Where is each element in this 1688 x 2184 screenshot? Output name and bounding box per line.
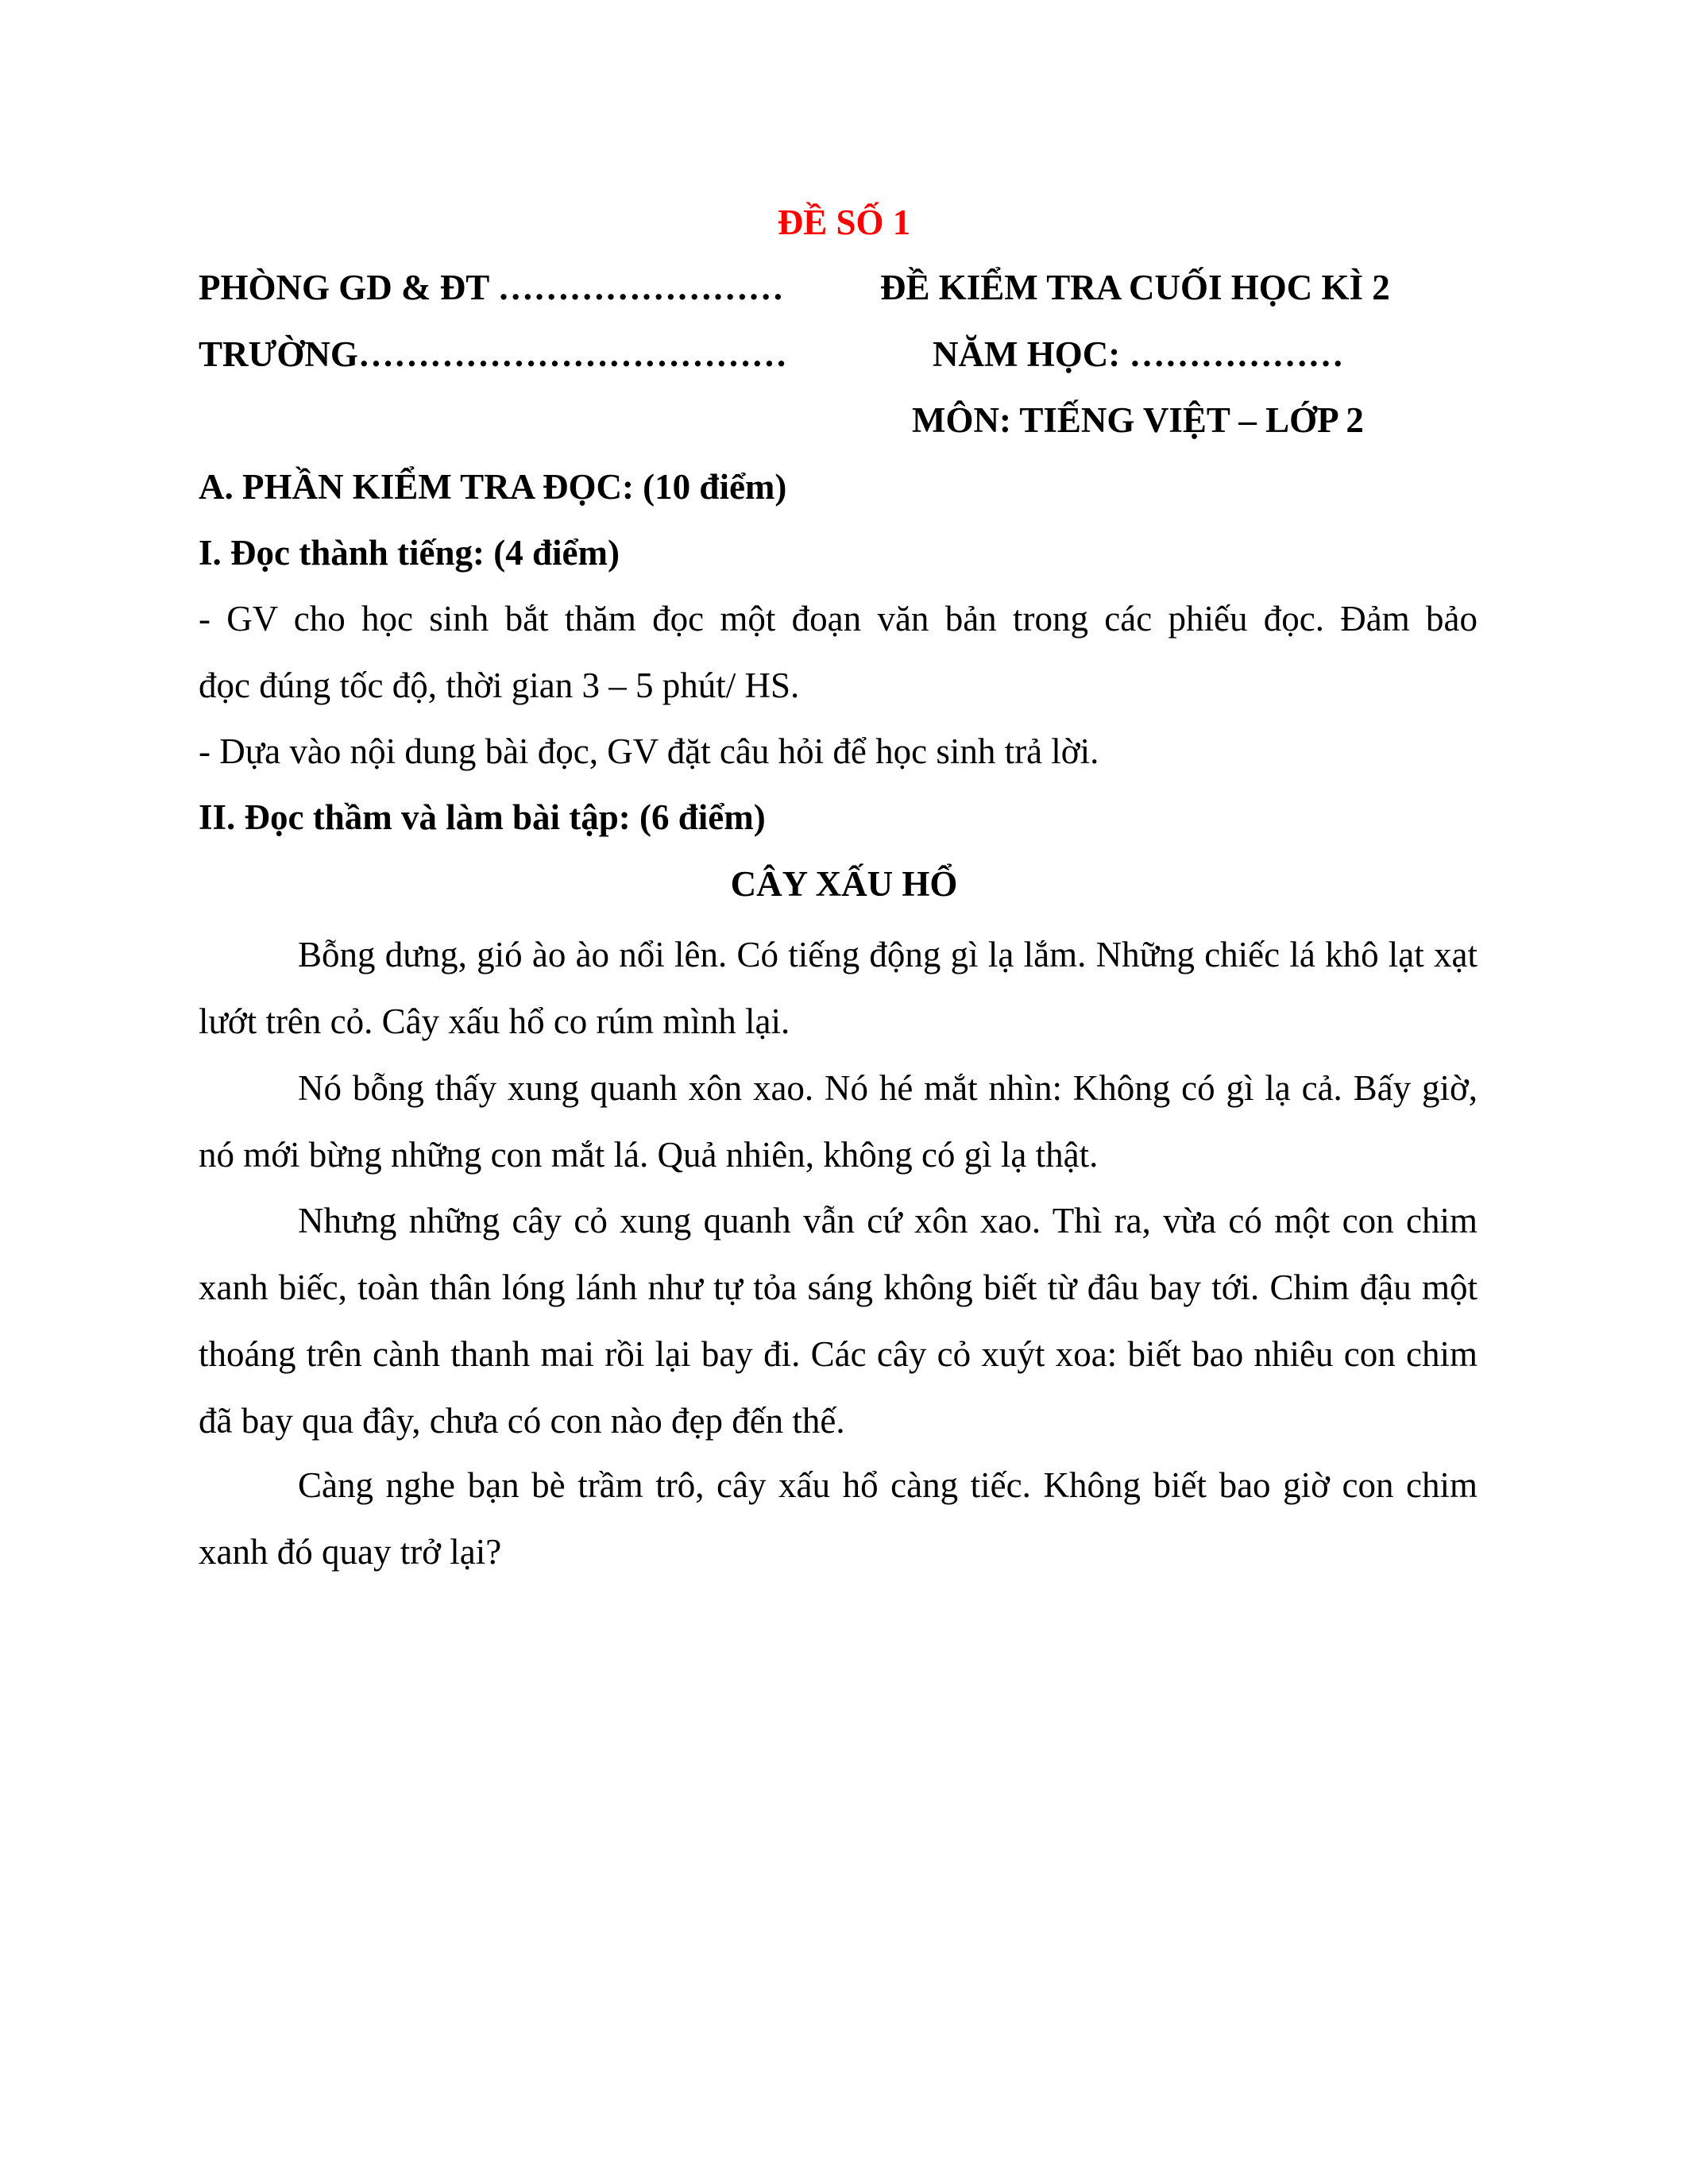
part2-title: II. Đọc thầm và làm bài tập: (6 điểm) [199,797,766,837]
story-paragraph [199,1055,1477,1188]
instruction-1-line-1: - GV cho học sinh bắt thăm đọc một đoạn văn bản trong các phiếu đọc. Đảm bảo [199,599,1477,639]
story-paragraph-text: Càng nghe bạn bè trầm trô, cây xấu hổ càng tiếc. Không biết bao giờ con chim xanh đó quay trở lại? [199,1465,1477,1572]
story-paragraph [199,1187,1477,1454]
story-paragraph-text: Nhưng những cây cỏ xung quanh vẫn cứ xôn xao. Thì ra, vừa có một con chim xanh biếc, toàn thân lóng lánh như tự tỏa sáng không biết từ đâu bay tới. Chim đậu một thoáng trên cành thanh mai rồi lại bay đi. Các cây cỏ xuýt xoa: biết bao nhiêu con chim đã bay qua đây, chưa có con nào đẹp đến thế. [199,1201,1477,1441]
school-label: TRƯỜNG……………………………… [199,334,787,374]
subject-label: MÔN: TIẾNG VIỆT – LỚP 2 [912,400,1364,440]
story-title: CÂY XẤU HỔ [730,864,958,904]
exam-title: ĐỀ KIỂM TRA CUỐI HỌC KÌ 2 [880,268,1390,307]
story-paragraph-text: Nó bỗng thấy xung quanh xôn xao. Nó hé mắt nhìn: Không có gì lạ cả. Bấy giờ, nó mới bừng những con mắt lá. Quả nhiên, không có gì lạ thật. [199,1068,1477,1175]
story-paragraph-text: Bỗng dưng, gió ào ào nổi lên. Có tiếng động gì lạ lắm. Những chiếc lá khô lạt xạt lướt trên cỏ. Cây xấu hổ co rúm mình lại. [199,935,1477,1041]
story-paragraph [199,921,1477,1055]
exam-number-heading: ĐỀ SỐ 1 [777,203,911,242]
section-a-title: A. PHẦN KIỂM TRA ĐỌC: (10 điểm) [199,467,787,507]
school-year-label: NĂM HỌC: ……………… [933,334,1344,374]
department-label: PHÒNG GD & ĐT …………………… [199,268,784,307]
instruction-1-line-2: đọc đúng tốc độ, thời gian 3 – 5 phút/ HS. [199,666,800,705]
part1-title: I. Đọc thành tiếng: (4 điểm) [199,533,620,573]
instruction-2: - Dựa vào nội dung bài đọc, GV đặt câu hỏi để học sinh trả lời. [199,731,1099,771]
story-paragraph [199,1452,1477,1585]
